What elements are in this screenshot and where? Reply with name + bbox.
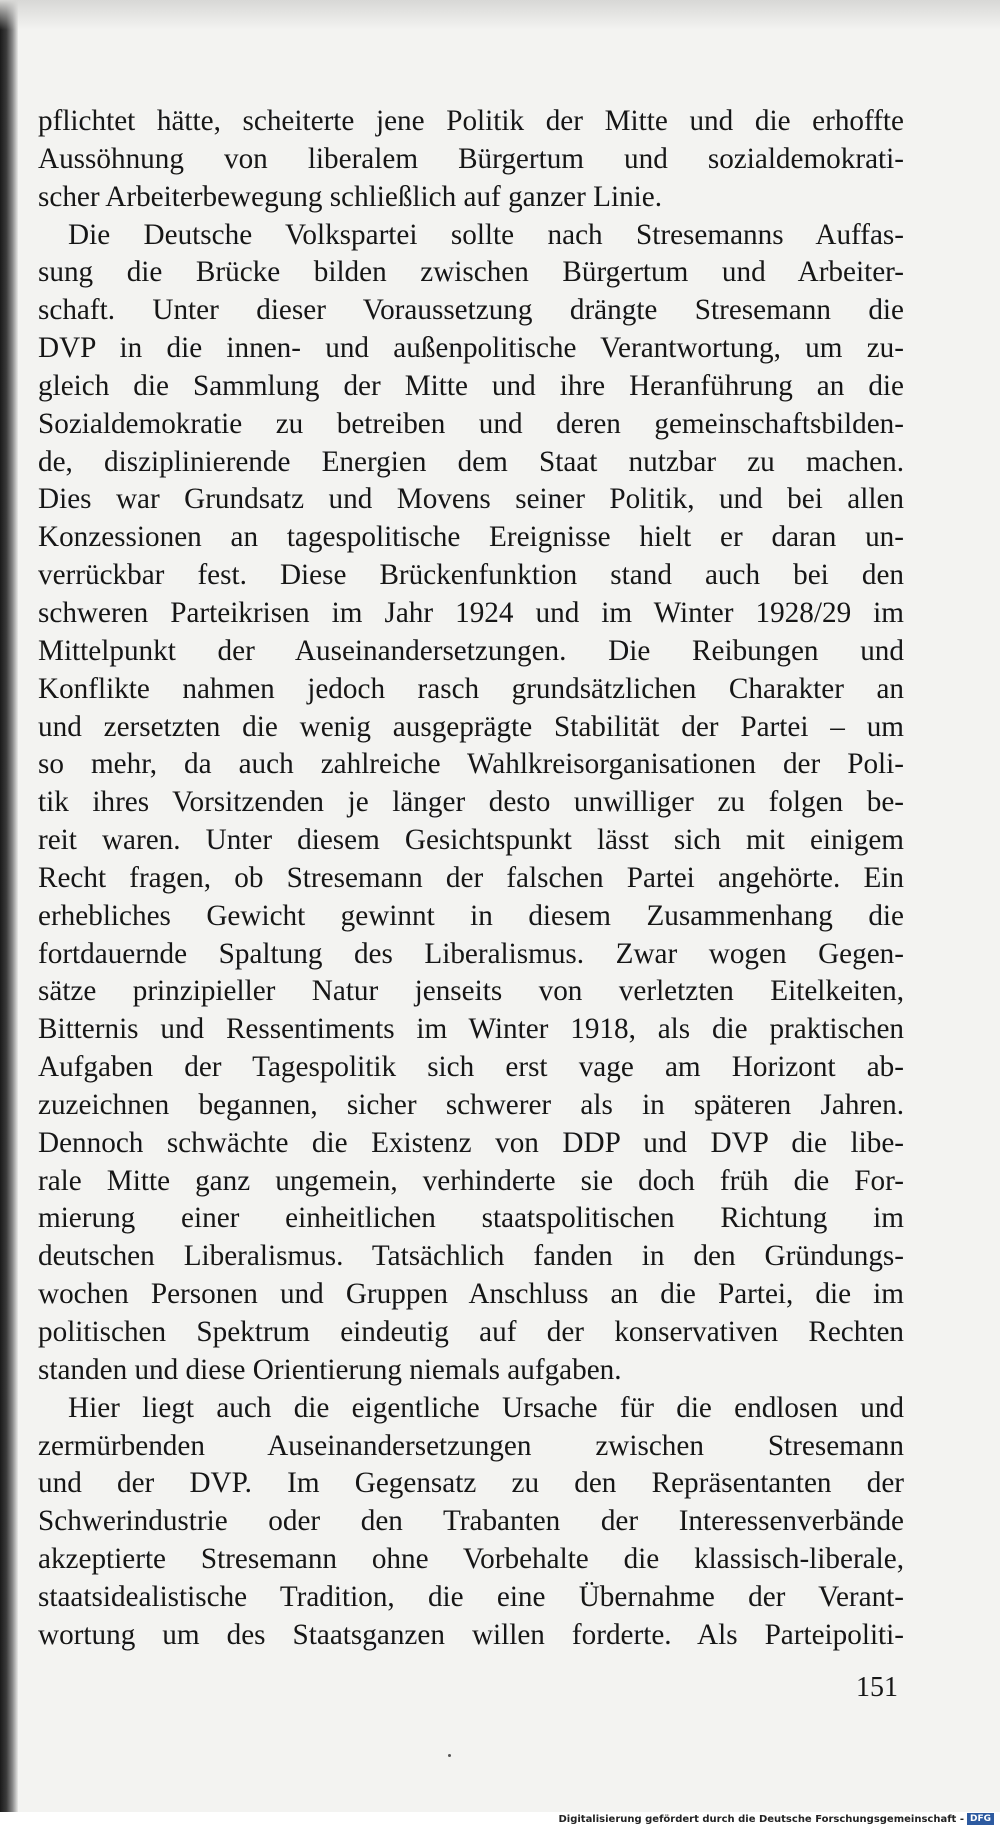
text-line: fortdauernde Spaltung des Liberalismus. Zwar wogen Gegen- [38,937,904,970]
text-line: tik ihres Vorsitzenden je länger desto unwilliger zu folgen be- [38,786,904,819]
text-line: erhebliches Gewicht gewinnt in diesem Zusammenhang die [38,899,904,932]
text-line: und zersetzten die wenig ausgeprägte Stabilität der Partei – um [38,710,904,743]
text-line: Aufgaben der Tagespolitik sich erst vage am Horizont ab- [38,1051,904,1084]
dfg-logo: DFG [967,1813,994,1825]
text-line: gleich die Sammlung der Mitte und ihre Heranführung an die [38,369,904,402]
text-line: pflichtet hätte, scheiterte jene Politik der Mitte und die erhoffte [38,105,904,137]
text-line: zuzeichnen begannen, sicher schwerer als in späteren Jahren. [38,1088,904,1121]
text-line: Konzessionen an tagespolitische Ereignisse hielt er daran un- [38,521,904,554]
text-line: Hier liegt auch die eigentliche Ursache für die endlosen und [68,1391,904,1424]
text-line: scher Arbeiterbewegung schließlich auf ganzer Linie. [38,180,663,213]
text-line: Recht fragen, ob Stresemann der falschen Partei angehörte. Ein [38,861,904,894]
digitization-credit [558,1813,994,1825]
scan-speck [448,1754,451,1757]
text-line: und der DVP. Im Gegensatz zu den Repräsentanten der [38,1467,904,1500]
text-line: Aussöhnung von liberalem Bürgertum und sozialdemokrati- [38,142,904,175]
credit-text: Digitalisierung gefördert durch die Deutsche Forschungsgemeinschaft - [558,1813,964,1825]
text-line: wochen Personen und Gruppen Anschluss an die Partei, die im [38,1278,904,1311]
text-line: deutschen Liberalismus. Tatsächlich fanden in den Gründungs- [38,1240,904,1273]
page-number: 151 [856,1672,898,1703]
text-line: schaft. Unter dieser Voraussetzung drängte Stresemann die [38,294,904,327]
text-line: zermürbenden Auseinandersetzungen zwischen Stresemann [38,1429,904,1462]
text-line: Dies war Grundsatz und Movens seiner Politik, und bei allen [38,483,904,516]
text-line: staatsidealistische Tradition, die eine Übernahme der Verant- [38,1580,904,1613]
text-line: de, disziplinierende Energien dem Staat nutzbar zu machen. [38,445,904,478]
text-line: Mittelpunkt der Auseinandersetzungen. Die Reibungen und [38,634,904,667]
text-line: sung die Brücke bilden zwischen Bürgertum und Arbeiter- [38,256,904,289]
text-line: Die Deutsche Volkspartei sollte nach Stresemanns Auffas- [68,218,904,251]
book-binding-edge [0,0,18,1828]
text-line: rale Mitte ganz ungemein, verhinderte sie doch früh die For- [38,1164,904,1197]
text-line: Dennoch schwächte die Existenz von DDP und DVP die libe- [38,1126,904,1159]
text-line: DVP in die innen- und außenpolitische Verantwortung, um zu- [38,332,904,365]
text-line: politischen Spektrum eindeutig auf der konservativen Rechten [38,1316,904,1348]
text-line: verrückbar fest. Diese Brückenfunktion stand auch bei den [38,559,904,592]
text-line: Sozialdemokratie zu betreiben und deren gemeinschaftsbilden- [38,407,904,440]
text-line: standen und diese Orientierung niemals aufgaben. [38,1353,622,1386]
text-line: akzeptierte Stresemann ohne Vorbehalte die klassisch-liberale, [38,1543,904,1576]
text-line: reit waren. Unter diesem Gesichtspunkt lässt sich mit einigem [38,824,904,857]
body-text [38,103,904,1655]
text-line: sätze prinzipieller Natur jenseits von verletzten Eitelkeiten, [38,975,904,1008]
page-top-shadow [0,0,1000,30]
text-line: Bitternis und Ressentiments im Winter 1918, als die praktischen [38,1013,904,1046]
text-line: schweren Parteikrisen im Jahr 1924 und im Winter 1928/29 im [38,596,904,629]
text-line: Konflikte nahmen jedoch rasch grundsätzlichen Charakter an [38,672,904,705]
text-line: wortung um des Staatsganzen willen forderte. Als Parteipoliti- [38,1618,904,1651]
text-line: so mehr, da auch zahlreiche Wahlkreisorganisationen der Poli- [38,748,904,781]
text-line: Schwerindustrie oder den Trabanten der Interessenverbände [38,1505,904,1538]
text-line: mierung einer einheitlichen staatspolitischen Richtung im [38,1202,904,1235]
